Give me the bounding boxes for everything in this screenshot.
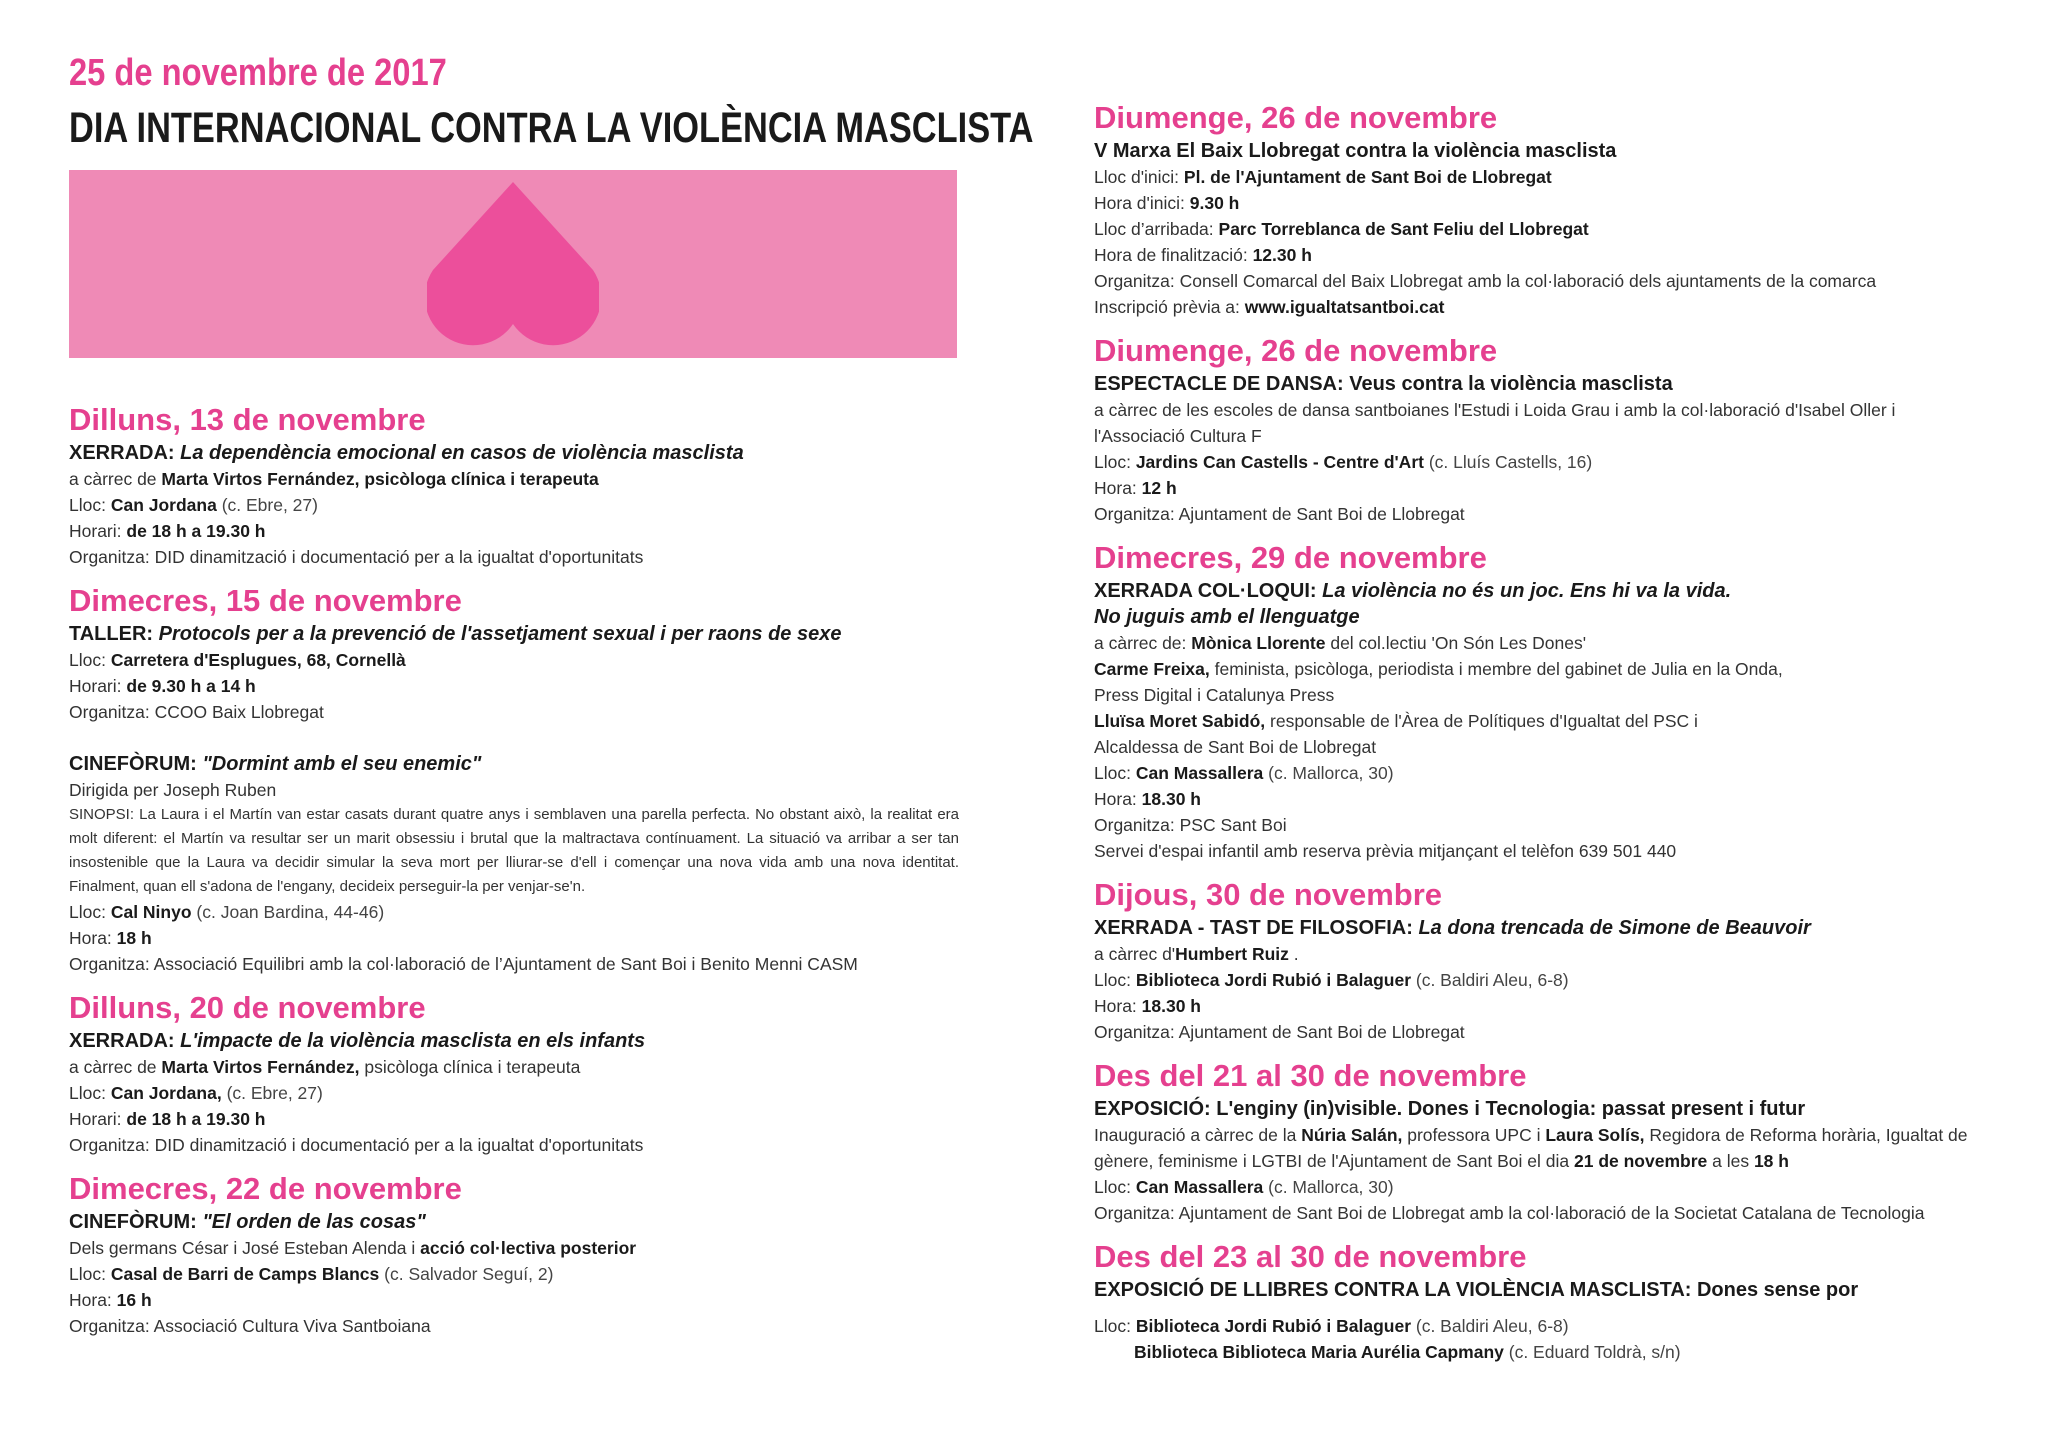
event-organizer: Organitza: PSC Sant Boi xyxy=(1094,815,1287,835)
event-day: Dijous, 30 de novembre xyxy=(1094,877,1442,912)
event-speaker-detail: Alcaldessa de Sant Boi de Llobregat xyxy=(1094,737,1377,757)
event-30-nov xyxy=(1094,877,1994,1045)
event-title: TALLER: Protocols per a la prevenció de l'assetjament sexual i per raons de sexe xyxy=(69,623,842,645)
event-title: XERRADA: La dependència emocional en casos de violència masclista xyxy=(69,442,744,464)
event-day: Des del 23 al 30 de novembre xyxy=(1094,1239,1527,1274)
event-speaker: Carme Freixa, feminista, psicòloga, periodista i membre del gabinet de Julia en la Onda, xyxy=(1094,659,1783,679)
event-location: Lloc: Cal Ninyo (c. Joan Bardina, 44-46) xyxy=(69,902,385,922)
event-director: Dirigida per Joseph Ruben xyxy=(69,780,277,800)
event-title: V Marxa El Baix Llobregat contra la violència masclista xyxy=(1094,140,1617,162)
event-title-line2: No juguis amb el llenguatge xyxy=(1094,606,1360,628)
event-organizer: Organitza: CCOO Baix Llobregat xyxy=(69,702,324,722)
right-events xyxy=(1094,100,1994,1378)
event-title: EXPOSICIÓ: L'enginy (in)visible. Dones i Tecnologia: passat present i futur xyxy=(1094,1098,1806,1120)
event-day: Dimecres, 22 de novembre xyxy=(69,1171,462,1206)
event-description: Dels germans César i José Esteban Alenda i acció col·lectiva posterior xyxy=(69,1238,637,1258)
header-date: 25 de novembre de 2017 xyxy=(69,52,447,94)
event-registration: Inscripció prèvia a: www.igualtatsantboi.cat xyxy=(1094,297,1445,317)
event-title: XERRADA: L'impacte de la violència masclista en els infants xyxy=(69,1030,646,1052)
event-speaker: a càrrec de: Mònica Llorente del col.lectiu 'On Són Les Dones' xyxy=(1094,633,1587,653)
event-time: Hora: 18.30 h xyxy=(1094,996,1202,1016)
event-location: Lloc: Jardins Can Castells - Centre d'Art (c. Lluís Castells, 16) xyxy=(1094,452,1593,472)
event-time: Horari: de 18 h a 19.30 h xyxy=(69,521,266,541)
page-title: DIA INTERNACIONAL CONTRA LA VIOLÈNCIA MASCLISTA xyxy=(69,104,1034,152)
event-day: Des del 21 al 30 de novembre xyxy=(1094,1058,1527,1093)
event-day: Diumenge, 26 de novembre xyxy=(1094,333,1498,368)
event-time: Hora: 16 h xyxy=(69,1290,152,1310)
event-day: Diumenge, 26 de novembre xyxy=(1094,100,1498,135)
event-location: Lloc: Can Jordana, (c. Ebre, 27) xyxy=(69,1083,323,1103)
event-location: Lloc: Can Massallera (c. Mallorca, 30) xyxy=(1094,1177,1394,1197)
event-organizer: Organitza: Associació Cultura Viva Santboiana xyxy=(69,1316,431,1336)
event-title: EXPOSICIÓ DE LLIBRES CONTRA LA VIOLÈNCIA MASCLISTA: Dones sense por xyxy=(1094,1279,1859,1301)
event-description: a càrrec de les escoles de dansa santboianes l'Estudi i Loida Grau i amb la col·laboració d'Isabel Oller i xyxy=(1094,400,1896,420)
event-15-nov xyxy=(69,583,959,725)
event-time: Horari: de 9.30 h a 14 h xyxy=(69,676,256,696)
event-speaker: Lluïsa Moret Sabidó, responsable de l'Àrea de Polítiques d'Igualtat del PSC i xyxy=(1094,711,1698,731)
event-speaker: a càrrec de Marta Virtos Fernández, psicòloga clínica i terapeuta xyxy=(69,1057,581,1077)
event-organizer: Organitza: DID dinamització i documentació per a la igualtat d'oportunitats xyxy=(69,547,644,567)
event-time: Hora: 18.30 h xyxy=(1094,789,1202,809)
event-title: CINEFÒRUM: "El orden de las cosas" xyxy=(69,1211,426,1233)
left-events xyxy=(69,402,959,1352)
event-organizer: Organitza: Consell Comarcal del Baix Llobregat amb la col·laboració dels ajuntaments de la comarca xyxy=(1094,271,1877,291)
event-start-time: Hora d'inici: 9.30 h xyxy=(1094,193,1240,213)
event-13-nov xyxy=(69,402,959,570)
event-location: Lloc: Casal de Barri de Camps Blancs (c. Salvador Seguí, 2) xyxy=(69,1264,554,1284)
event-26-nov-dansa xyxy=(1094,333,1994,527)
event-time: Hora: 12 h xyxy=(1094,478,1177,498)
event-start-location: Lloc d'inici: Pl. de l'Ajuntament de Sant Boi de Llobregat xyxy=(1094,167,1552,187)
event-speaker-detail: Press Digital i Catalunya Press xyxy=(1094,685,1335,705)
event-speaker: a càrrec d'Humbert Ruiz . xyxy=(1094,944,1299,964)
event-organizer: Organitza: Associació Equilibri amb la col·laboració de l’Ajuntament de Sant Boi i Benito Menni CASM xyxy=(69,954,858,974)
event-29-nov xyxy=(1094,540,1994,864)
event-organizer: Organitza: Ajuntament de Sant Boi de Llobregat amb la col·laboració de la Societat Catalana de Tecnologia xyxy=(1094,1203,1925,1223)
event-title: XERRADA - TAST DE FILOSOFIA: La dona trencada de Simone de Beauvoir xyxy=(1094,917,1811,939)
event-organizer: Organitza: Ajuntament de Sant Boi de Llobregat xyxy=(1094,1022,1465,1042)
event-day: Dilluns, 20 de novembre xyxy=(69,990,426,1025)
inverted-heart-icon xyxy=(427,182,599,346)
event-day: Dimecres, 15 de novembre xyxy=(69,583,462,618)
event-location: Lloc: Can Jordana (c. Ebre, 27) xyxy=(69,495,318,515)
event-title: ESPECTACLE DE DANSA: Veus contra la violència masclista xyxy=(1094,373,1673,395)
event-21-30-nov xyxy=(1094,1058,1994,1226)
event-20-nov xyxy=(69,990,959,1158)
event-23-30-nov xyxy=(1094,1239,1994,1365)
event-location: Lloc: Carretera d'Esplugues, 68, Cornellà xyxy=(69,650,406,670)
event-time: Hora: 18 h xyxy=(69,928,152,948)
event-arrival-location: Lloc d’arribada: Parc Torreblanca de Sant Feliu del Llobregat xyxy=(1094,219,1589,239)
event-26-nov-marxa xyxy=(1094,100,1994,320)
event-location: Lloc: Biblioteca Jordi Rubió i Balaguer (c. Baldiri Aleu, 6-8) xyxy=(1094,970,1569,990)
banner xyxy=(69,170,957,358)
event-organizer: Organitza: Ajuntament de Sant Boi de Llobregat xyxy=(1094,504,1465,524)
event-end-time: Hora de finalització: 12.30 h xyxy=(1094,245,1312,265)
event-22-nov xyxy=(69,1171,959,1339)
event-description: l'Associació Cultura F xyxy=(1094,426,1262,446)
event-title: XERRADA COL·LOQUI: La violència no és un joc. Ens hi va la vida. xyxy=(1094,580,1732,602)
event-synopsis: SINOPSI: La Laura i el Martín van estar casats durant quatre anys i semblaven una parella perfecta. No obstant això, la realitat era molt diferent: el Martín va resultar ser un marit obsessiu i brutal que la maltractava contínuament. La situació va arribar a ser tan insostenible que la Laura va decidir simular la seva mort per lliurar-se d'ell i començar una nova vida amb una nova identitat. Finalment, quan ell s'adona de l'engany, decideix perseguir-la per venjar-se'n. xyxy=(69,806,959,895)
event-location: Lloc: Biblioteca Jordi Rubió i Balaguer (c. Baldiri Aleu, 6-8) xyxy=(1094,1316,1569,1336)
event-day: Dimecres, 29 de novembre xyxy=(1094,540,1487,575)
event-inauguration-line2: gènere, feminisme i LGTBI de l'Ajuntament de Sant Boi el dia 21 de novembre a les 18 h xyxy=(1094,1151,1789,1171)
event-organizer: Organitza: DID dinamització i documentació per a la igualtat d'oportunitats xyxy=(69,1135,644,1155)
event-speaker: a càrrec de Marta Virtos Fernández, psicòloga clínica i terapeuta xyxy=(69,469,599,489)
event-day: Dilluns, 13 de novembre xyxy=(69,402,426,437)
event-location: Lloc: Can Massallera (c. Mallorca, 30) xyxy=(1094,763,1394,783)
registration-link[interactable]: www.igualtatsantboi.cat xyxy=(1244,297,1445,317)
event-inauguration: Inauguració a càrrec de la Núria Salán, professora UPC i Laura Solís, Regidora de Reforma horària, Igualtat de xyxy=(1094,1125,1968,1145)
event-cineforum-dormint xyxy=(69,751,959,977)
event-location-2: Biblioteca Biblioteca Maria Aurélia Capmany (c. Eduard Toldrà, s/n) xyxy=(1134,1342,1681,1362)
event-childcare-note: Servei d'espai infantil amb reserva prèvia mitjançant el telèfon 639 501 440 xyxy=(1094,841,1677,861)
event-time: Horari: de 18 h a 19.30 h xyxy=(69,1109,266,1129)
event-title: CINEFÒRUM: "Dormint amb el seu enemic" xyxy=(69,753,482,775)
